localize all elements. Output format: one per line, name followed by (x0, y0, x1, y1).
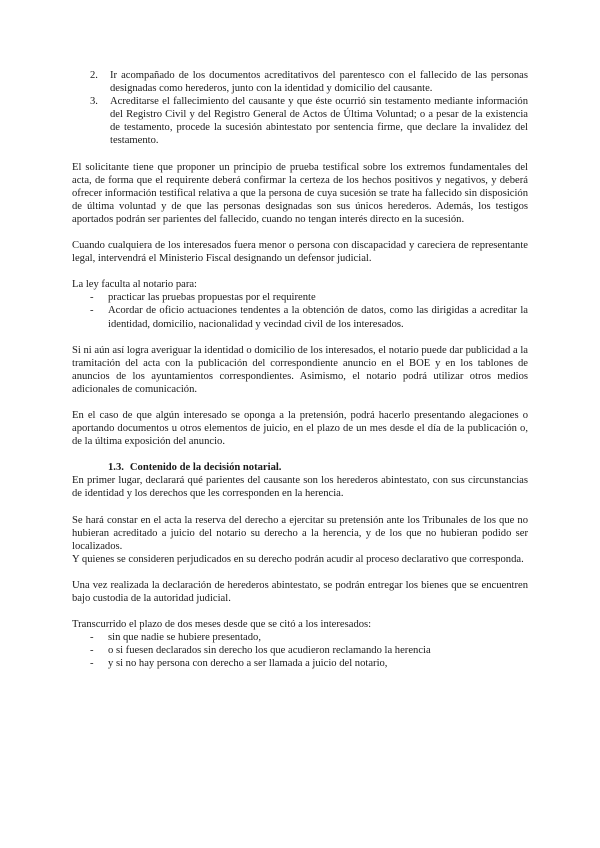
list-dash: - (90, 658, 94, 670)
paragraph-solicitante: El solicitante tiene que proponer un principio de prueba testifical sobre los extremos fundamentales del acta, de forma que el requirente deberá confirmar la certeza de los hechos positivos y negativos, y deberá ofrecer información testifical relativa a que la persona de cuya sucesión se trate ha fallecido sin disposición de última voluntad y de que las personas designadas son sus únicos herederos. Además, los testigos aportados podrán ser parientes del fallecido, cuando no tengan interés directo en la sucesión. (72, 161, 528, 225)
list-item (72, 69, 528, 95)
list-item (72, 304, 528, 330)
list-dash: - (90, 292, 94, 304)
plazo-list (72, 631, 528, 670)
list-number: 3. (90, 96, 98, 108)
list-item (72, 631, 528, 644)
section-heading (72, 461, 528, 474)
list-item-text: practicar las pruebas propuestas por el requirente (108, 292, 316, 304)
list-item (72, 95, 528, 147)
list-item-text: Acreditarse el fallecimiento del causante y que éste ocurrió sin testamento mediante información del Registro Civil y del Registro General de Actos de Última Voluntad; o a pesar de la existencia de testamento, procede la sucesión abintestato por sentencia firme, que declare la invalidez del testamento. (110, 96, 528, 147)
paragraph-perjudicados: Y quienes se consideren perjudicados en su derecho podrán acudir al proceso declarativo que corresponda. (72, 553, 524, 565)
paragraph-bienes: Una vez realizada la declaración de herederos abintestato, se podrán entregar los bienes que se encuentren bajo custodia de la autoridad judicial. (72, 579, 528, 604)
list-item-text: Ir acompañado de los documentos acreditativos del parentesco con el fallecido de las personas designadas como herederos, junto con la identidad y domicilio del causante. (110, 70, 528, 95)
list-item-text: sin que nadie se hubiere presentado, (108, 632, 261, 644)
paragraph-boe: Si ni aún así logra averiguar la identidad o domicilio de los interesados, el notario puede dar publicidad a la tramitación del acta con la publicación del correspondiente anuncio en el BOE y en los tablones de anuncios de los ayuntamientos correspondientes. Asimismo, el notario podrá utilizar otros medios adicionales de comunicación. (72, 344, 528, 395)
paragraph-declarara: En primer lugar, declarará qué parientes del causante son los herederos abintestato, con sus circunstancias de identidad y los derechos que les corresponden en la herencia. (72, 475, 528, 500)
list-number: 2. (90, 70, 98, 81)
list-dash: - (90, 305, 94, 317)
paragraph-menor: Cuando cualquiera de los interesados fuera menor o persona con discapacidad y careciera de representante legal, intervendrá el Ministerio Fiscal designando un defensor judicial. (72, 240, 528, 265)
list-dash: - (90, 645, 94, 657)
list-item-text: o si fuesen declarados sin derecho los que acudieron reclamando la herencia (108, 645, 431, 657)
paragraph-plazo-intro: Transcurrido el plazo de dos meses desde que se citó a los interesados: (72, 619, 372, 631)
faculta-list (72, 291, 528, 330)
section-title: Contenido de la decisión notarial. (129, 462, 282, 474)
section-number: 1.3. (108, 462, 124, 474)
paragraph-reserva: Se hará constar en el acta la reserva del derecho a ejercitar su pretensión ante los Tribunales de los que no hubieran acreditado a juicio del notario su derecho a la herencia, y de los que no hubieran podido ser localizados. (72, 514, 528, 552)
list-dash: - (90, 632, 94, 644)
list-item-text: Acordar de oficio actuaciones tendentes a la obtención de datos, como las dirigidas a acreditar la identidad, domicilio, nacionalidad y vecindad civil de los interesados. (108, 305, 528, 330)
paragraph-oposicion: En el caso de que algún interesado se oponga a la pretensión, podrá hacerlo presentando alegaciones o aportando documentos u otros elementos de juicio, en el plazo de un mes desde el día de la publicación o, de la última exposición del anuncio. (72, 409, 528, 448)
list-item (72, 291, 528, 304)
list-item (72, 644, 528, 657)
list-item-text: y si no hay persona con derecho a ser llamada a juicio del notario, (108, 658, 388, 670)
requirements-list (72, 69, 528, 148)
paragraph-faculta-intro: La ley faculta al notario para: (72, 279, 197, 291)
list-item (72, 657, 528, 670)
